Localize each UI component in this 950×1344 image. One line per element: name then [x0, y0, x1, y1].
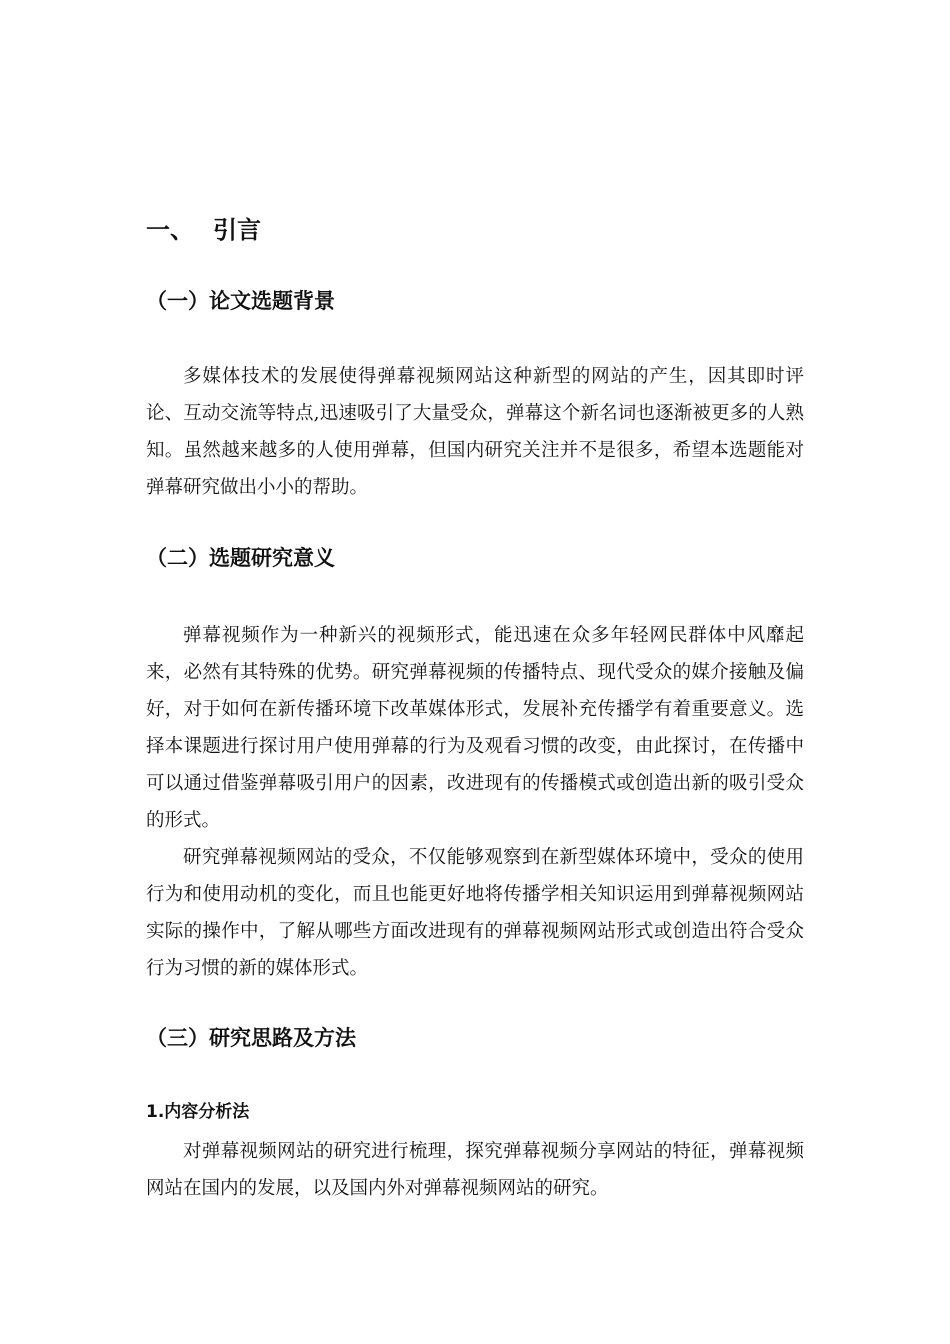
- paragraph-significance-1: 弹幕视频作为一种新兴的视频形式，能迅速在众多年轻网民群体中风靡起来，必然有其特殊的优势。研究弹幕视频的传播特点、现代受众的媒介接触及偏好，对于如何在新传播环境下改革媒体形式，发展补充传播学有着重要意义。选择本课题进行探讨用户使用弹幕的行为及观看习惯的改变，由此探讨，在传播中可以通过借鉴弹幕吸引用户的因素，改进现有的传播模式或创造出新的吸引受众的形式。: [146, 625, 804, 831]
- section-number: 一、: [146, 216, 194, 244]
- subsection-heading-methods: （三）研究思路及方法: [146, 1026, 356, 1050]
- method-heading-content-analysis: 1.内容分析法: [146, 1102, 250, 1122]
- section-heading-introduction: [146, 212, 261, 248]
- subsection-heading-background: （一）论文选题背景: [146, 289, 335, 313]
- paragraph-content-analysis: 对弹幕视频网站的研究进行梳理，探究弹幕视频分享网站的特征，弹幕视频网站在国内的发展，以及国内外对弹幕视频网站的研究。: [146, 1141, 804, 1199]
- paragraph-significance-2: 研究弹幕视频网站的受众，不仅能够观察到在新型媒体环境中，受众的使用行为和使用动机的变化，而且也能更好地将传播学相关知识运用到弹幕视频网站实际的操作中，了解从哪些方面改进现有的弹幕视频网站形式或创造出符合受众行为习惯的新的媒体形式。: [146, 847, 804, 979]
- paragraph-background: 多媒体技术的发展使得弹幕视频网站这种新型的网站的产生，因其即时评论、互动交流等特点,迅速吸引了大量受众，弹幕这个新名词也逐渐被更多的人熟知。虽然越来越多的人使用弹幕，但国内研究关注并不是很多，希望本选题能对弹幕研究做出小小的帮助。: [146, 366, 804, 498]
- subsection-heading-significance: （二）选题研究意义: [146, 546, 335, 570]
- section-title: 引言: [213, 216, 261, 244]
